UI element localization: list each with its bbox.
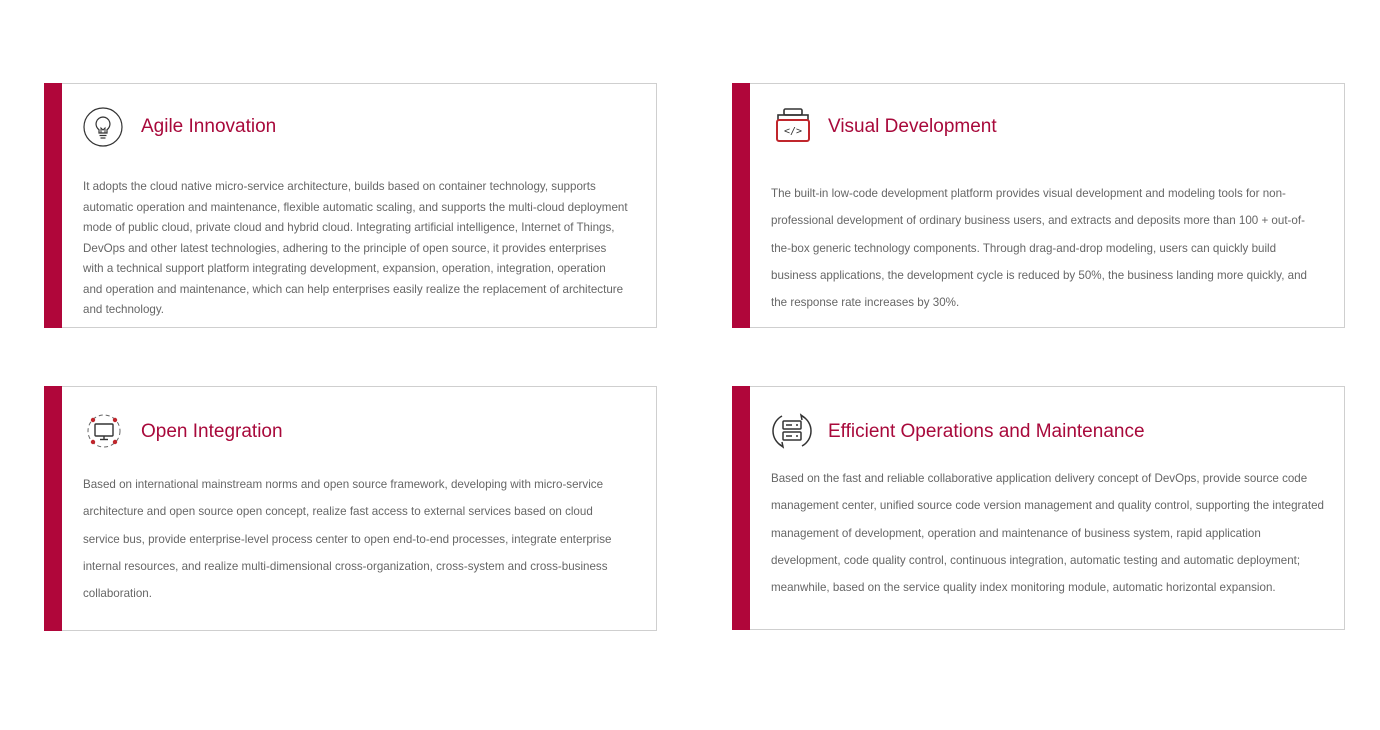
lightbulb-icon [82, 106, 124, 148]
monitor-network-icon [85, 412, 123, 450]
card-accent-bar [732, 386, 750, 630]
svg-text:</>: </> [783, 126, 803, 137]
card-description: It adopts the cloud native micro-service architecture, builds based on container technology, supports automatic operation and maintenance, flexible automatic scaling, and supports the multi-cloud deployment mode of public cloud, private cloud and hybrid cloud. Integrating artificial intelligence, Internet of Things, DevOps and other latest technologies, adhering to the principle of open source, it provides enterprises with a technical support platform integrating development, expansion, operation, integration, operation and operation and maintenance, which can help enterprises easily realize the replacement of architecture and technology. [83, 180, 628, 316]
card-description: Based on international mainstream norms and open source framework, developing with micro-service architecture and open source open concept, realize fast access to external services based on cloud service bus, provide enterprise-level process center to open end-to-end processes, integrate enterprise internal resources, and realize multi-dimensional cross-organization, cross-system and cross-business collaboration. [83, 478, 612, 601]
card-description: The built-in low-code development platform provides visual development and modeling tools for non-professional development of ordinary business users, and extracts and deposits more than 100 + out-of-the-box generic technology components. Through drag-and-drop modeling, users can quickly build business applications, the development cycle is reduced by 50%, the business landing more quickly, and the response rate increases by 30%. [771, 187, 1307, 310]
card-title: Open Integration [141, 421, 283, 442]
server-cycle-icon [770, 410, 814, 452]
code-window-icon [774, 106, 812, 146]
feature-card-efficient-operations [732, 386, 1345, 630]
card-accent-bar [44, 83, 62, 328]
card-description: Based on the fast and reliable collaborative application delivery concept of DevOps, provide source code management center, unified source code version management and quality control, supporting the integrated management of development, operation and maintenance of business system, rapid application development, code quality control, continuous integration, automatic testing and automatic deployment; meanwhile, based on the service quality index monitoring module, automatic horizontal expansion. [771, 472, 1324, 595]
feature-card-open-integration [44, 386, 657, 631]
card-accent-bar [732, 83, 750, 328]
feature-card-agile-innovation [44, 83, 657, 328]
feature-card-visual-development [732, 83, 1345, 328]
card-title: Agile Innovation [141, 116, 277, 137]
card-accent-bar [44, 386, 62, 631]
card-title: Visual Development [828, 116, 997, 137]
card-title: Efficient Operations and Maintenance [828, 421, 1145, 442]
